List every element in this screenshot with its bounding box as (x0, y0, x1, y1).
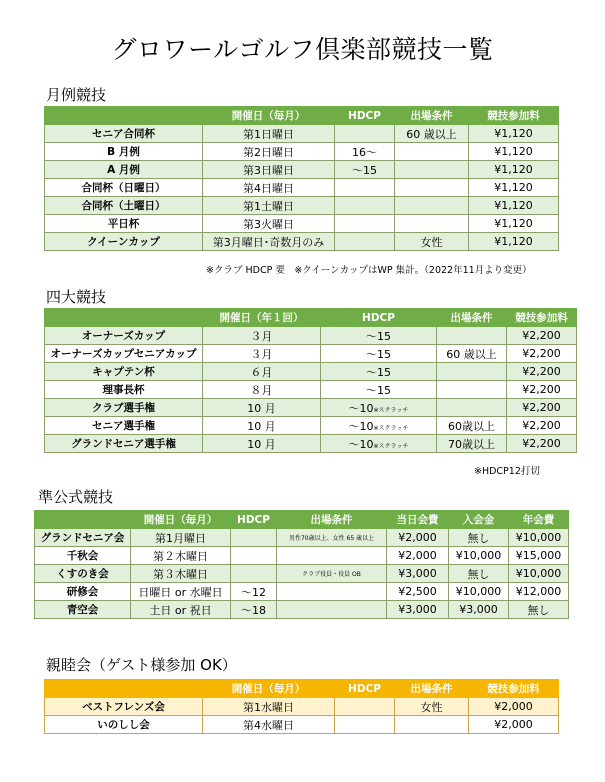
social-header-cell: 開催日（毎月） (203, 680, 335, 698)
major-header-row (45, 309, 577, 327)
table-cell: ３月 (203, 345, 321, 363)
major-header-cell: 競技参加料 (507, 309, 577, 327)
competition-name: いのしし会 (45, 716, 203, 734)
competition-name: クイーンカップ (45, 233, 203, 251)
table-cell (437, 381, 507, 399)
monthly-header-cell: 出場条件 (395, 107, 469, 125)
table-cell: 〜12 (231, 583, 277, 601)
table-cell: 第2日曜日 (203, 143, 335, 161)
table-cell: ¥10,000 (449, 583, 509, 601)
table-cell (335, 716, 395, 734)
table-cell: ¥10,000 (509, 565, 569, 583)
table-cell: 第1月曜日 (131, 529, 231, 547)
table-cell: 無し (509, 601, 569, 619)
competition-name: 青空会 (35, 601, 131, 619)
table-cell (395, 716, 469, 734)
table-cell: ¥2,200 (507, 363, 577, 381)
social-header-cell (45, 680, 203, 698)
table-row (45, 179, 559, 197)
table-cell: 60 歳以上 (437, 345, 507, 363)
table-cell: 〜15 (321, 381, 437, 399)
table-cell (335, 233, 395, 251)
table-cell: 10 月 (203, 399, 321, 417)
table-cell: ¥15,000 (509, 547, 569, 565)
table-cell: ¥12,000 (509, 583, 569, 601)
table-cell (335, 125, 395, 143)
scratch-label: ※スクラッチ (373, 424, 409, 432)
table-cell: ¥2,200 (507, 345, 577, 363)
table-row (45, 327, 577, 345)
table-cell (395, 215, 469, 233)
table-cell: ¥2,200 (507, 381, 577, 399)
table-cell: 男性70歳以上、女性 65 歳以上 (277, 529, 387, 547)
table-cell: 〜18 (231, 601, 277, 619)
table-cell: 第3火曜日 (203, 215, 335, 233)
table-cell: 第3日曜日 (203, 161, 335, 179)
section-semi-heading: 準公式競技 (38, 488, 114, 506)
competition-name: ベストフレンズ会 (45, 698, 203, 716)
monthly-header-cell (45, 107, 203, 125)
table-cell: クラブ役員・役員 OB (277, 565, 387, 583)
table-cell: 土日 or 祝日 (131, 601, 231, 619)
table-row (45, 399, 577, 417)
table-cell: 第1土曜日 (203, 197, 335, 215)
major-header-cell: 出場条件 (437, 309, 507, 327)
table-cell (335, 197, 395, 215)
table-cell: ¥3,000 (387, 565, 449, 583)
semi-header-cell: 年会費 (509, 511, 569, 529)
major-note: ※HDCP12打切 (474, 466, 540, 477)
semi-header-cell (35, 511, 131, 529)
semi-header-cell: HDCP (231, 511, 277, 529)
social-header-cell: 出場条件 (395, 680, 469, 698)
table-cell: 第3月曜日･奇数月のみ (203, 233, 335, 251)
major-table (44, 308, 577, 453)
social-header-row (45, 680, 559, 698)
table-cell: ¥2,000 (387, 547, 449, 565)
table-cell: 〜15 (321, 363, 437, 381)
hdcp-value: 〜10 (348, 401, 374, 415)
table-cell: ¥3,000 (387, 601, 449, 619)
competition-name: 理事長杯 (45, 381, 203, 399)
table-cell: ¥1,120 (469, 161, 559, 179)
competition-name: 千秋会 (35, 547, 131, 565)
major-header-cell (45, 309, 203, 327)
table-row (45, 417, 577, 435)
competition-name: 合同杯（土曜日） (45, 197, 203, 215)
semi-header-row (35, 511, 569, 529)
competition-name: B 月例 (45, 143, 203, 161)
major-header-cell: 開催日（年１回） (203, 309, 321, 327)
semi-header-cell: 開催日（毎月） (131, 511, 231, 529)
table-cell: ¥3,000 (449, 601, 509, 619)
table-row (45, 215, 559, 233)
table-cell: 70歳以上 (437, 435, 507, 453)
table-cell (395, 179, 469, 197)
table-cell (335, 698, 395, 716)
table-cell (277, 547, 387, 565)
hdcp-value: 〜10 (348, 437, 374, 451)
monthly-table (44, 106, 559, 251)
table-cell: ¥2,500 (387, 583, 449, 601)
table-row (35, 565, 569, 583)
competition-name: セニア合同杯 (45, 125, 203, 143)
monthly-header-cell: 開催日（毎月） (203, 107, 335, 125)
table-cell: ¥1,120 (469, 143, 559, 161)
table-cell (395, 197, 469, 215)
table-cell: ¥2,200 (507, 435, 577, 453)
table-row (45, 233, 559, 251)
table-row (45, 197, 559, 215)
table-cell (395, 161, 469, 179)
table-row (45, 435, 577, 453)
competition-name: オーナーズカップセニアカップ (45, 345, 203, 363)
table-cell: 女性 (395, 698, 469, 716)
social-header-cell: 競技参加料 (469, 680, 559, 698)
scratch-label: ※スクラッチ (373, 406, 409, 414)
section-major-heading: 四大競技 (46, 288, 107, 306)
social-header-cell: HDCP (335, 680, 395, 698)
table-cell: ¥1,120 (469, 125, 559, 143)
table-cell (231, 547, 277, 565)
table-cell: 第4水曜日 (203, 716, 335, 734)
major-header-cell: HDCP (321, 309, 437, 327)
table-cell (335, 215, 395, 233)
table-cell (395, 143, 469, 161)
competition-name: 平日杯 (45, 215, 203, 233)
table-cell: 16〜 (335, 143, 395, 161)
monthly-header-cell: HDCP (335, 107, 395, 125)
table-row (45, 716, 559, 734)
competition-name: グランドセニア会 (35, 529, 131, 547)
competition-name: A 月例 (45, 161, 203, 179)
scratch-label: ※スクラッチ (373, 442, 409, 450)
table-row (35, 601, 569, 619)
table-cell: ¥2,200 (507, 417, 577, 435)
table-cell: ¥1,120 (469, 215, 559, 233)
table-cell: ¥2,200 (507, 327, 577, 345)
competition-name: オーナーズカップ (45, 327, 203, 345)
competition-name: セニア選手権 (45, 417, 203, 435)
table-cell (231, 565, 277, 583)
table-row (35, 529, 569, 547)
table-cell: 第２木曜日 (131, 547, 231, 565)
table-cell: 無し (449, 565, 509, 583)
hdcp-value: 〜10 (348, 419, 374, 433)
table-row (45, 363, 577, 381)
table-cell (437, 399, 507, 417)
monthly-header-row (45, 107, 559, 125)
semi-table (34, 510, 569, 619)
table-cell: 〜15 (335, 161, 395, 179)
competition-name: キャプテン杯 (45, 363, 203, 381)
table-cell (321, 435, 437, 453)
semi-header-cell: 出場条件 (277, 511, 387, 529)
table-cell: 10 月 (203, 435, 321, 453)
table-cell: ¥2,000 (387, 529, 449, 547)
table-row (45, 698, 559, 716)
table-cell: 女性 (395, 233, 469, 251)
section-monthly-heading: 月例競技 (46, 86, 107, 104)
table-cell: 60歳以上 (437, 417, 507, 435)
competition-name: クラブ選手権 (45, 399, 203, 417)
section-social-heading: 親睦会（ゲスト様参加 OK） (46, 656, 237, 674)
table-cell: 10 月 (203, 417, 321, 435)
monthly-header-cell: 競技参加料 (469, 107, 559, 125)
semi-header-cell: 当日会費 (387, 511, 449, 529)
table-cell: 第1日曜日 (203, 125, 335, 143)
table-cell (437, 363, 507, 381)
table-cell: ８月 (203, 381, 321, 399)
table-row (45, 161, 559, 179)
table-cell (335, 179, 395, 197)
table-cell (321, 417, 437, 435)
table-cell: ６月 (203, 363, 321, 381)
competition-name: グランドセニア選手権 (45, 435, 203, 453)
table-cell: ¥2,000 (469, 698, 559, 716)
table-cell (321, 399, 437, 417)
social-table (44, 679, 559, 734)
table-row (45, 381, 577, 399)
table-cell: ３月 (203, 327, 321, 345)
table-cell: ¥1,120 (469, 197, 559, 215)
table-row (45, 345, 577, 363)
table-row (45, 125, 559, 143)
table-cell: 無し (449, 529, 509, 547)
table-cell: 〜15 (321, 345, 437, 363)
table-cell: ¥10,000 (449, 547, 509, 565)
table-cell: ¥1,120 (469, 233, 559, 251)
table-cell: ¥2,200 (507, 399, 577, 417)
table-cell: 60 歳以上 (395, 125, 469, 143)
table-cell: 第1水曜日 (203, 698, 335, 716)
table-cell (437, 327, 507, 345)
monthly-note: ※クラブ HDCP 要 ※クイーンカップはWP 集計。（2022年11月より変更） (206, 265, 532, 276)
table-cell: ¥10,000 (509, 529, 569, 547)
table-cell: ¥2,000 (469, 716, 559, 734)
table-cell (277, 583, 387, 601)
semi-header-cell: 入会金 (449, 511, 509, 529)
table-cell: 第4日曜日 (203, 179, 335, 197)
table-cell: 〜15 (321, 327, 437, 345)
competition-name: 研修会 (35, 583, 131, 601)
table-cell: 第３木曜日 (131, 565, 231, 583)
page-title: グロワールゴルフ倶楽部競技一覧 (111, 35, 494, 64)
table-cell: 日曜日 or 水曜日 (131, 583, 231, 601)
table-cell (231, 529, 277, 547)
table-cell (277, 601, 387, 619)
competition-name: くすのき会 (35, 565, 131, 583)
table-cell: ¥1,120 (469, 179, 559, 197)
table-row (35, 547, 569, 565)
table-row (45, 143, 559, 161)
table-row (35, 583, 569, 601)
competition-name: 合同杯（日曜日） (45, 179, 203, 197)
